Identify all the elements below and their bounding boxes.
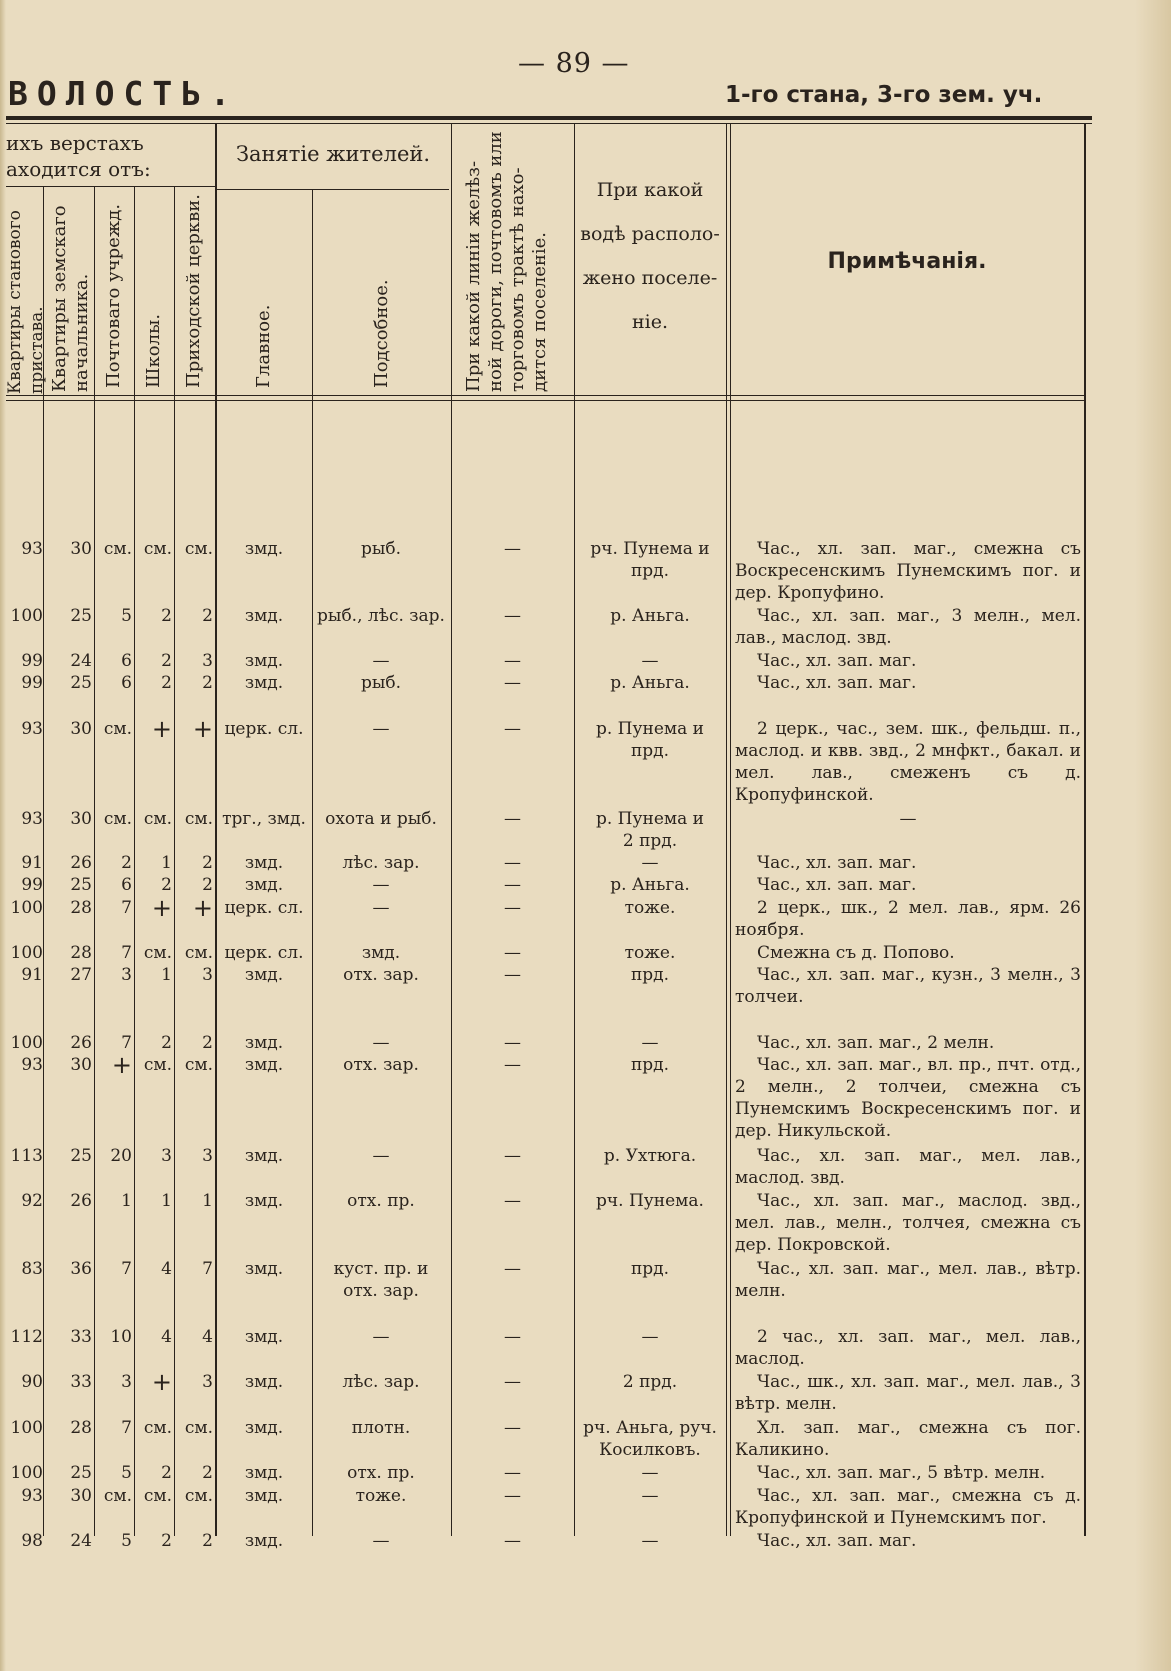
cell-occupation-main: змд. — [244, 875, 284, 895]
cell-zemsky-distance: 27 — [70, 965, 92, 985]
cell-police-distance: 100 — [10, 606, 43, 626]
cell-zemsky-distance: 30 — [70, 809, 92, 829]
cell-notes: Час., хл. зап. маг., кузн., 3 мелн., 3 толчеи. — [735, 965, 1081, 1007]
cell-notes: Час., хл. зап. маг. — [757, 1531, 917, 1551]
header-notes: Примѣчанія. — [827, 249, 987, 274]
cell-water: р. Ухтюга. — [603, 1146, 697, 1166]
cell-school-distance: 2 — [161, 1463, 172, 1483]
cell-church-distance: + — [192, 894, 213, 922]
cell-post-distance: 5 — [121, 606, 132, 626]
cell-occupation-main: церк. сл. — [224, 943, 304, 963]
cell-water: рч. Пунема и прд. — [590, 539, 710, 581]
cell-church-distance: см. — [184, 1418, 213, 1438]
cell-zemsky-distance: 24 — [70, 1531, 92, 1551]
cell-occupation-aux: — — [372, 719, 390, 739]
cell-road: — — [504, 539, 521, 559]
cell-church-distance: 2 — [202, 1463, 213, 1483]
header-water: При какой водѣ располо- жено поселе- ніе. — [580, 179, 720, 333]
cell-water: р. Аньга. — [610, 875, 690, 895]
cell-post-distance: + — [111, 1051, 132, 1079]
cell-school-distance: 2 — [161, 606, 172, 626]
occupation-group-header: Занятіе жителей. — [235, 142, 431, 166]
cell-post-distance: 20 — [110, 1146, 132, 1166]
cell-occupation-main: змд. — [244, 606, 284, 626]
cell-zemsky-distance: 33 — [70, 1372, 92, 1392]
cell-zemsky-distance: 28 — [70, 1418, 92, 1438]
cell-notes: Час., хл. зап. маг., мел. лав., вѣтр. мелн. — [735, 1259, 1081, 1301]
cell-church-distance: см. — [184, 1486, 213, 1506]
cell-occupation-main: змд. — [244, 1327, 284, 1347]
cell-post-distance: 5 — [121, 1463, 132, 1483]
cell-church-distance: 2 — [202, 1531, 213, 1551]
cell-occupation-main: трг., змд. — [222, 809, 306, 829]
cell-notes: Час., хл. зап. маг., смежна съ д. Кропуфинской и Пунемскимъ пог. — [735, 1486, 1081, 1528]
cell-occupation-aux: охота и рыб. — [325, 809, 437, 829]
cell-school-distance: см. — [143, 1055, 172, 1075]
cell-occupation-aux: отх. пр. — [347, 1463, 415, 1483]
cell-notes: Час., хл. зап. маг., 5 вѣтр. мелн. — [757, 1463, 1046, 1483]
cell-zemsky-distance: 25 — [70, 673, 92, 693]
cell-occupation-aux: — — [372, 898, 390, 918]
cell-occupation-main: змд. — [244, 1486, 284, 1506]
cell-water: р. Аньга. — [610, 673, 690, 693]
cell-police-distance: 99 — [21, 651, 43, 671]
cell-church-distance: 2 — [202, 1033, 213, 1053]
cell-police-distance: 93 — [21, 539, 43, 559]
cell-post-distance: 2 — [121, 853, 132, 873]
cell-road: — — [504, 1033, 521, 1053]
cell-water: прд. — [630, 1259, 670, 1279]
cell-post-distance: 10 — [110, 1327, 132, 1347]
cell-water: прд. — [630, 965, 670, 985]
cell-road: — — [504, 853, 521, 873]
cell-road: — — [504, 1191, 521, 1211]
cell-occupation-main: змд. — [244, 651, 284, 671]
cell-occupation-main: змд. — [244, 1033, 284, 1053]
cell-school-distance: см. — [143, 1486, 172, 1506]
cell-zemsky-distance: 24 — [70, 651, 92, 671]
cell-occupation-main: змд. — [244, 1259, 284, 1279]
cell-water: р. Пунема и прд. — [595, 719, 704, 761]
cell-road: — — [504, 1486, 521, 1506]
header-zemsky-quarters: Квартиры земскаго начальника. — [49, 205, 92, 392]
cell-police-distance: 91 — [21, 965, 43, 985]
cell-post-distance: 6 — [121, 651, 132, 671]
cell-school-distance: 2 — [161, 1531, 172, 1551]
cell-police-distance: 93 — [21, 809, 43, 829]
cell-police-distance: 93 — [21, 719, 43, 739]
cell-notes: — — [899, 809, 917, 829]
header-post-office: Почтоваго учрежд. — [103, 203, 124, 388]
cell-road: — — [504, 1531, 521, 1551]
cell-police-distance: 99 — [21, 673, 43, 693]
cell-water: — — [641, 1486, 659, 1506]
cell-police-distance: 100 — [10, 898, 43, 918]
cell-school-distance: 3 — [161, 1146, 172, 1166]
district-info: 1-го стана, 3-го зем. уч. — [725, 82, 1043, 108]
cell-school-distance: см. — [143, 943, 172, 963]
cell-occupation-main: змд. — [244, 1146, 284, 1166]
cell-post-distance: см. — [103, 719, 132, 739]
cell-school-distance: 2 — [161, 651, 172, 671]
cell-police-distance: 90 — [21, 1372, 43, 1392]
cell-church-distance: 2 — [202, 853, 213, 873]
cell-water: — — [641, 1531, 659, 1551]
cell-church-distance: 1 — [202, 1191, 213, 1211]
cell-water: тоже. — [624, 943, 676, 963]
cell-zemsky-distance: 26 — [70, 1191, 92, 1211]
cell-police-distance: 83 — [21, 1259, 43, 1279]
cell-water: — — [641, 651, 659, 671]
cell-water: прд. — [630, 1055, 670, 1075]
cell-church-distance: 2 — [202, 875, 213, 895]
cell-road: — — [504, 1418, 521, 1438]
cell-notes: Час., хл. зап. маг., вл. пр., пчт. отд., 2 мелн., 2 толчеи, смежна съ Пунемскимъ Воскресенскимъ пог. и дер. Никульской. — [735, 1055, 1081, 1141]
cell-notes: Час., хл. зап. маг., смежна съ Воскресенскимъ Пунемскимъ пог. и дер. Кропуфино. — [735, 539, 1081, 603]
cell-occupation-aux: — — [372, 651, 390, 671]
cell-occupation-aux: рыб., лѣс. зар. — [317, 606, 445, 626]
distance-group-header: ихъ верстахъ аходится отъ: — [6, 131, 151, 181]
cell-occupation-aux: рыб. — [360, 673, 402, 693]
cell-zemsky-distance: 30 — [70, 719, 92, 739]
cell-zemsky-distance: 30 — [70, 1486, 92, 1506]
cell-police-distance: 98 — [21, 1531, 43, 1551]
cell-water: 2 прд. — [622, 1372, 678, 1392]
cell-water: рч. Пунема. — [596, 1191, 704, 1211]
cell-school-distance: 2 — [161, 673, 172, 693]
cell-notes: 2 церк., шк., 2 мел. лав., ярм. 26 ноября. — [735, 898, 1081, 940]
cell-occupation-aux: змд. — [361, 943, 401, 963]
cell-post-distance: 7 — [121, 898, 132, 918]
cell-notes: Хл. зап. маг., смежна съ пог. Каликино. — [735, 1418, 1081, 1460]
cell-zemsky-distance: 30 — [70, 1055, 92, 1075]
header-school: Школы. — [143, 313, 164, 388]
cell-road: — — [504, 673, 521, 693]
cell-school-distance: 1 — [161, 1191, 172, 1211]
cell-zemsky-distance: 28 — [70, 898, 92, 918]
cell-notes: 2 церк., час., зем. шк., фельдш. п., маслод. и квв. звд., 2 мнфкт., бакал. и мел. лав., смеженъ съ д. Кропуфинской. — [735, 719, 1081, 805]
cell-school-distance: 1 — [161, 965, 172, 985]
cell-church-distance: 3 — [202, 965, 213, 985]
cell-road: — — [504, 1372, 521, 1392]
cell-church-distance: 3 — [202, 651, 213, 671]
cell-church-distance: см. — [184, 539, 213, 559]
cell-occupation-main: змд. — [244, 673, 284, 693]
cell-road: — — [504, 1055, 521, 1075]
cell-occupation-main: церк. сл. — [224, 719, 304, 739]
cell-church-distance: 2 — [202, 673, 213, 693]
cell-police-distance: 92 — [21, 1191, 43, 1211]
cell-zemsky-distance: 36 — [70, 1259, 92, 1279]
cell-notes: Час., хл. зап. маг., маслод. звд., мел. лав., мелн., толчея, смежна съ дер. Покровской. — [735, 1191, 1081, 1255]
header-road: При какой линіи желѣз- ной дороги, почтовомъ или торговомъ трактѣ нахо- дится поселеніе. — [463, 131, 550, 392]
cell-occupation-main: змд. — [244, 1531, 284, 1551]
cell-church-distance: + — [192, 715, 213, 743]
header-parish-church: Приходской церкви. — [183, 193, 204, 388]
cell-police-distance: 100 — [10, 1033, 43, 1053]
cell-occupation-aux: — — [372, 1146, 390, 1166]
cell-road: — — [504, 719, 521, 739]
cell-church-distance: 4 — [202, 1327, 213, 1347]
cell-post-distance: 7 — [121, 1033, 132, 1053]
cell-water: — — [641, 853, 659, 873]
cell-church-distance: 2 — [202, 606, 213, 626]
cell-road: — — [504, 809, 521, 829]
cell-post-distance: 1 — [121, 1191, 132, 1211]
cell-police-distance: 93 — [21, 1055, 43, 1075]
cell-notes: Час., шк., хл. зап. маг., мел. лав., 3 вѣтр. мелн. — [735, 1372, 1081, 1414]
cell-occupation-aux: плотн. — [351, 1418, 411, 1438]
cell-police-distance: 100 — [10, 1418, 43, 1438]
cell-zemsky-distance: 25 — [70, 1146, 92, 1166]
cell-notes: Час., хл. зап. маг. — [757, 875, 917, 895]
cell-school-distance: 1 — [161, 853, 172, 873]
cell-occupation-main: змд. — [244, 1055, 284, 1075]
cell-occupation-aux: куст. пр. и отх. зар. — [333, 1259, 429, 1301]
cell-water: р. Аньга. — [610, 606, 690, 626]
cell-road: — — [504, 1259, 521, 1279]
cell-police-distance: 99 — [21, 875, 43, 895]
cell-road: — — [504, 898, 521, 918]
cell-notes: Час., хл. зап. маг., 3 мелн., мел. лав., маслод. звд. — [735, 606, 1081, 648]
header-police-quarters: Квартиры станового пристава. — [5, 210, 47, 394]
cell-zemsky-distance: 33 — [70, 1327, 92, 1347]
cell-zemsky-distance: 25 — [70, 606, 92, 626]
cell-occupation-aux: отх. зар. — [343, 965, 419, 985]
cell-water: — — [641, 1327, 659, 1347]
cell-post-distance: 7 — [121, 943, 132, 963]
cell-road: — — [504, 651, 521, 671]
cell-notes: Час., хл. зап. маг. — [757, 673, 917, 693]
cell-zemsky-distance: 25 — [70, 1463, 92, 1483]
cell-church-distance: см. — [184, 943, 213, 963]
cell-church-distance: см. — [184, 809, 213, 829]
cell-school-distance: 2 — [161, 875, 172, 895]
cell-police-distance: 112 — [10, 1327, 43, 1347]
page-number: — 89 — — [518, 48, 630, 79]
cell-road: — — [504, 875, 521, 895]
cell-school-distance: + — [151, 715, 172, 743]
cell-occupation-aux: отх. пр. — [347, 1191, 415, 1211]
cell-church-distance: 3 — [202, 1372, 213, 1392]
cell-notes: Час., хл. зап. маг. — [757, 651, 917, 671]
cell-post-distance: 7 — [121, 1259, 132, 1279]
cell-water: — — [641, 1463, 659, 1483]
cell-road: — — [504, 1146, 521, 1166]
cell-post-distance: 6 — [121, 875, 132, 895]
cell-road: — — [504, 606, 521, 626]
cell-occupation-aux: отх. зар. — [343, 1055, 419, 1075]
cell-occupation-aux: — — [372, 875, 390, 895]
cell-post-distance: 6 — [121, 673, 132, 693]
cell-notes: Смежна съ д. Попово. — [757, 943, 955, 963]
cell-occupation-main: змд. — [244, 1418, 284, 1438]
cell-police-distance: 100 — [10, 1463, 43, 1483]
cell-water: рч. Аньга, руч. Косилковъ. — [583, 1418, 717, 1460]
cell-post-distance: 3 — [121, 1372, 132, 1392]
header-occupation-aux: Подсобное. — [371, 279, 392, 388]
cell-occupation-aux: — — [372, 1327, 390, 1347]
cell-road: — — [504, 1463, 521, 1483]
cell-church-distance: 3 — [202, 1146, 213, 1166]
cell-notes: Час., хл. зап. маг. — [757, 853, 917, 873]
section-title: ВОЛОСТЬ. — [8, 74, 239, 113]
cell-road: — — [504, 965, 521, 985]
cell-police-distance: 100 — [10, 943, 43, 963]
cell-school-distance: 2 — [161, 1033, 172, 1053]
cell-occupation-main: змд. — [244, 853, 284, 873]
cell-zemsky-distance: 26 — [70, 853, 92, 873]
cell-school-distance: см. — [143, 1418, 172, 1438]
cell-water: р. Пунема и 2 прд. — [595, 809, 704, 851]
cell-occupation-main: церк. сл. — [224, 898, 304, 918]
cell-water: тоже. — [624, 898, 676, 918]
cell-occupation-main: змд. — [244, 539, 284, 559]
cell-occupation-main: змд. — [244, 1372, 284, 1392]
cell-school-distance: см. — [143, 809, 172, 829]
header-occupation-main: Главное. — [253, 304, 274, 388]
cell-zemsky-distance: 28 — [70, 943, 92, 963]
cell-occupation-main: змд. — [244, 1463, 284, 1483]
cell-occupation-aux: тоже. — [355, 1486, 407, 1506]
cell-church-distance: 7 — [202, 1259, 213, 1279]
cell-post-distance: см. — [103, 539, 132, 559]
cell-occupation-aux: — — [372, 1033, 390, 1053]
cell-occupation-aux: лѣс. зар. — [342, 1372, 420, 1392]
cell-water: — — [641, 1033, 659, 1053]
cell-notes: 2 час., хл. зап. маг., мел. лав., маслод. — [735, 1327, 1081, 1369]
cell-post-distance: 3 — [121, 965, 132, 985]
cell-zemsky-distance: 30 — [70, 539, 92, 559]
cell-zemsky-distance: 26 — [70, 1033, 92, 1053]
cell-school-distance: 4 — [161, 1327, 172, 1347]
cell-post-distance: 5 — [121, 1531, 132, 1551]
cell-occupation-main: змд. — [244, 1191, 284, 1211]
cell-police-distance: 113 — [10, 1146, 43, 1166]
cell-post-distance: см. — [103, 809, 132, 829]
cell-occupation-aux: рыб. — [360, 539, 402, 559]
cell-occupation-main: змд. — [244, 965, 284, 985]
cell-post-distance: 7 — [121, 1418, 132, 1438]
cell-police-distance: 93 — [21, 1486, 43, 1506]
cell-school-distance: + — [151, 1368, 172, 1396]
cell-road: — — [504, 943, 521, 963]
cell-road: — — [504, 1327, 521, 1347]
cell-post-distance: см. — [103, 1486, 132, 1506]
cell-school-distance: 4 — [161, 1259, 172, 1279]
cell-school-distance: см. — [143, 539, 172, 559]
cell-notes: Час., хл. зап. маг., мел. лав., маслод. звд. — [735, 1146, 1081, 1188]
cell-church-distance: см. — [184, 1055, 213, 1075]
cell-police-distance: 91 — [21, 853, 43, 873]
cell-school-distance: + — [151, 894, 172, 922]
cell-occupation-aux: — — [372, 1531, 390, 1551]
cell-occupation-aux: лѣс. зар. — [342, 853, 420, 873]
cell-zemsky-distance: 25 — [70, 875, 92, 895]
cell-notes: Час., хл. зап. маг., 2 мелн. — [757, 1033, 995, 1053]
